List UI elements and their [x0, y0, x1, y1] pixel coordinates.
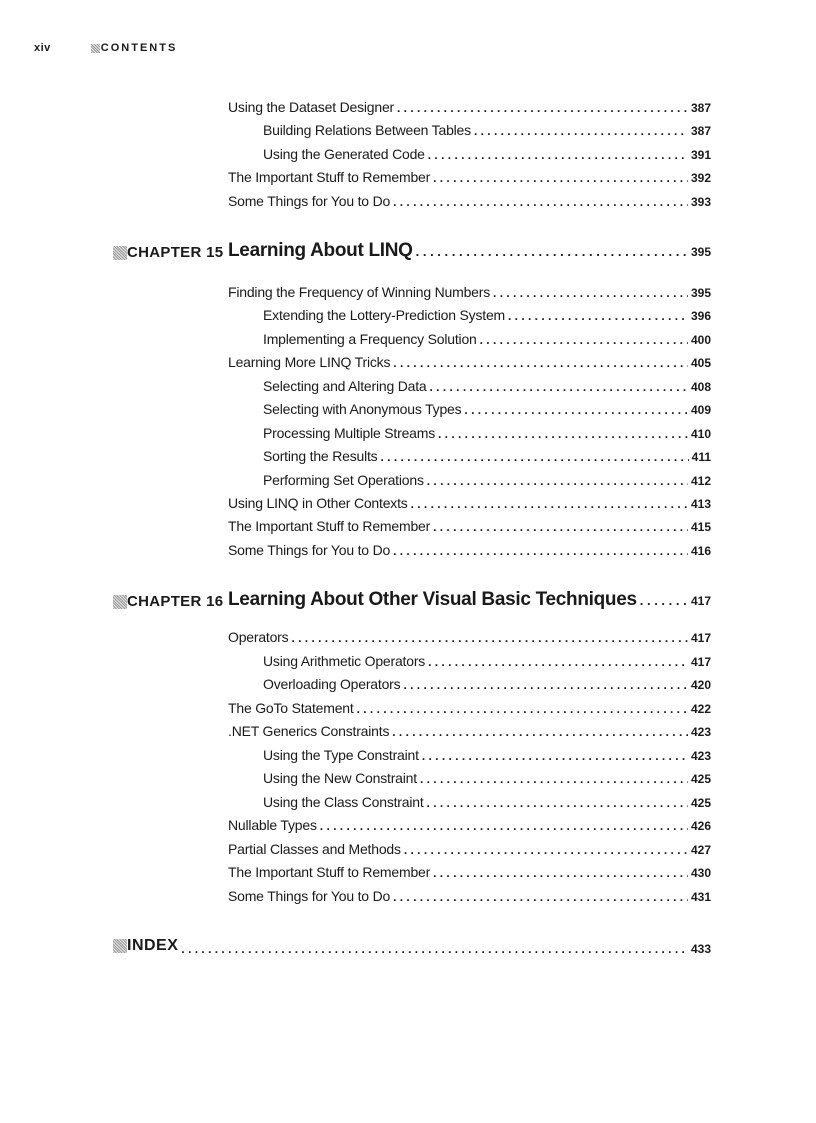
- toc-index-entry[interactable]: [113, 937, 711, 956]
- toc-entry-page: 423: [690, 725, 711, 739]
- toc-entry[interactable]: [228, 169, 711, 189]
- dot-leader: [422, 749, 688, 763]
- toc-entry-page: 395: [690, 286, 711, 300]
- toc-entry-text: Processing Multiple Streams: [263, 425, 435, 441]
- shade-marker-icon: [113, 939, 127, 953]
- dot-leader: [428, 655, 688, 669]
- toc-entry[interactable]: [228, 817, 711, 837]
- toc-entry-page: 387: [690, 101, 711, 115]
- chapter-page: 395: [690, 245, 711, 259]
- toc-entry-page: 387: [690, 124, 711, 138]
- toc-entry-page: 425: [690, 796, 711, 810]
- toc-entry-page: 405: [690, 356, 711, 370]
- toc-entry[interactable]: [228, 629, 711, 649]
- toc-entry[interactable]: [228, 284, 711, 304]
- toc-entry-page: 425: [690, 772, 711, 786]
- toc-entry[interactable]: [228, 542, 711, 562]
- toc-entry-text: The GoTo Statement: [228, 700, 354, 716]
- toc-entry[interactable]: [228, 723, 711, 743]
- toc-entry[interactable]: [263, 770, 711, 790]
- toc-entry-text: Overloading Operators: [263, 676, 401, 692]
- toc-entry-text: Finding the Frequency of Winning Numbers: [228, 284, 491, 300]
- toc-entry[interactable]: [228, 888, 711, 908]
- dot-leader: [392, 725, 688, 739]
- chapter-page: 417: [690, 594, 711, 608]
- dot-leader: [427, 474, 688, 488]
- dot-leader: [357, 702, 688, 716]
- toc-entry-page: 393: [690, 195, 711, 209]
- toc-entry-text: The Important Stuff to Remember: [228, 169, 431, 185]
- toc-entry-page: 412: [690, 474, 711, 488]
- toc-entry[interactable]: [263, 747, 711, 767]
- toc-entry[interactable]: [263, 676, 711, 696]
- page-folio: xiv: [34, 42, 51, 54]
- toc-entry[interactable]: [263, 401, 711, 421]
- toc-entry[interactable]: [228, 354, 711, 374]
- toc-entry-text: Using the Dataset Designer: [228, 99, 394, 115]
- toc-entry[interactable]: [228, 841, 711, 861]
- toc-entry[interactable]: [228, 700, 711, 720]
- running-head: [34, 42, 177, 54]
- toc-entry-text: Using LINQ in Other Contexts: [228, 495, 408, 511]
- chapter-15-title[interactable]: [228, 240, 711, 262]
- toc-entry-page: 426: [690, 819, 711, 833]
- index-label-text: INDEX: [127, 937, 179, 954]
- toc-entry-page: 409: [690, 403, 711, 417]
- dot-leader: [393, 544, 688, 558]
- toc-entry[interactable]: [228, 193, 711, 213]
- toc-entry[interactable]: [263, 307, 711, 327]
- toc-entry-text: Using the Class Constraint: [263, 794, 424, 810]
- toc-entry-text: Some Things for You to Do: [228, 193, 391, 209]
- dot-leader: [438, 427, 688, 441]
- dot-leader: [433, 866, 688, 880]
- toc-entry-text: Sorting the Results: [263, 448, 378, 464]
- dot-leader: [291, 631, 688, 645]
- dot-leader: [380, 450, 688, 464]
- dot-leader: [480, 333, 688, 347]
- toc-entry-text: Selecting with Anonymous Types: [263, 401, 462, 417]
- toc-entry[interactable]: [263, 794, 711, 814]
- toc-entry-page: 400: [690, 333, 711, 347]
- running-head-label: CONTENTS: [100, 42, 178, 54]
- index-label: [113, 937, 178, 955]
- dot-leader: [404, 843, 688, 857]
- toc-entry-page: 422: [690, 702, 711, 716]
- toc-entry[interactable]: [228, 495, 711, 515]
- toc-entry-text: Partial Classes and Methods: [228, 841, 401, 857]
- toc-entry-page: 410: [690, 427, 711, 441]
- toc-entry-text: Using Arithmetic Operators: [263, 653, 426, 669]
- dot-leader: [493, 286, 688, 300]
- dot-leader: [464, 403, 688, 417]
- toc-entry-text: Extending the Lottery-Prediction System: [263, 307, 505, 323]
- dot-leader: [393, 890, 688, 904]
- toc-entry[interactable]: [263, 448, 711, 468]
- toc-entry-page: 415: [690, 520, 711, 534]
- dot-leader: [393, 195, 688, 209]
- toc-entry-text: Selecting and Altering Data: [263, 378, 427, 394]
- dot-leader: [411, 497, 688, 511]
- dot-leader: [430, 380, 688, 394]
- dot-leader: [397, 101, 688, 115]
- toc-entry-text: Performing Set Operations: [263, 472, 424, 488]
- dot-leader: [393, 356, 688, 370]
- toc-entry-page: 413: [690, 497, 711, 511]
- toc-entry-page: 417: [690, 631, 711, 645]
- toc-entry[interactable]: [263, 378, 711, 398]
- toc-entry[interactable]: [263, 425, 711, 445]
- toc-entry[interactable]: [263, 472, 711, 492]
- dot-leader: [181, 942, 688, 956]
- dot-leader: [508, 309, 688, 323]
- toc-entry-page: 408: [690, 380, 711, 394]
- chapter-16-title[interactable]: [228, 589, 711, 611]
- chapter-16-label: [113, 593, 223, 610]
- dot-leader: [403, 678, 688, 692]
- chapter-15-label: [113, 244, 223, 261]
- toc-entry-page: 427: [690, 843, 711, 857]
- dot-leader: [427, 796, 688, 810]
- dot-leader: [433, 520, 688, 534]
- toc-entry-text: Building Relations Between Tables: [263, 122, 471, 138]
- toc-entry[interactable]: [263, 146, 711, 166]
- dot-leader: [428, 148, 688, 162]
- dot-leader: [416, 244, 688, 259]
- toc-entry-text: Nullable Types: [228, 817, 317, 833]
- chapter-number: CHAPTER 16: [127, 593, 224, 610]
- shade-marker-icon: [113, 595, 127, 609]
- toc-entry-text: The Important Stuff to Remember: [228, 864, 431, 880]
- toc-entry-text: Learning More LINQ Tricks: [228, 354, 391, 370]
- toc-entry-page: 423: [690, 749, 711, 763]
- toc-entry-page: 411: [691, 450, 711, 464]
- index-page: 433: [690, 942, 711, 956]
- toc-entry-text: Using the New Constraint: [263, 770, 417, 786]
- toc-entry-page: 396: [690, 309, 711, 323]
- toc-entry-text: Operators: [228, 629, 289, 645]
- toc-entry[interactable]: [228, 518, 711, 538]
- shade-marker-icon: [113, 246, 127, 260]
- toc-entry-page: 392: [690, 171, 711, 185]
- chapter-title-text: Learning About LINQ: [228, 240, 413, 261]
- shade-marker-icon: [91, 44, 100, 53]
- toc-entry-page: 430: [690, 866, 711, 880]
- toc-entry-page: 391: [690, 148, 711, 162]
- chapter-title-text: Learning About Other Visual Basic Techniques: [228, 589, 637, 610]
- dot-leader: [433, 171, 688, 185]
- toc-entry-page: 431: [690, 890, 711, 904]
- toc-entry-text: Some Things for You to Do: [228, 542, 391, 558]
- toc-entry-text: Using the Type Constraint: [263, 747, 419, 763]
- dot-leader: [640, 593, 688, 608]
- toc-entry-page: 420: [690, 678, 711, 692]
- toc-entry-text: The Important Stuff to Remember: [228, 518, 431, 534]
- toc-entry[interactable]: [263, 122, 711, 142]
- dot-leader: [420, 772, 688, 786]
- dot-leader: [320, 819, 688, 833]
- toc-entry[interactable]: [263, 331, 711, 351]
- toc-entry[interactable]: [228, 99, 711, 119]
- toc-entry-text: .NET Generics Constraints: [228, 723, 390, 739]
- chapter-number: CHAPTER 15: [127, 244, 224, 261]
- toc-entry[interactable]: [263, 653, 711, 673]
- toc-entry-text: Implementing a Frequency Solution: [263, 331, 477, 347]
- toc-entry-text: Using the Generated Code: [263, 146, 425, 162]
- toc-entry-page: 416: [690, 544, 711, 558]
- toc-entry-text: Some Things for You to Do: [228, 888, 391, 904]
- toc-entry[interactable]: [228, 864, 711, 884]
- dot-leader: [474, 124, 688, 138]
- toc-entry-page: 417: [690, 655, 711, 669]
